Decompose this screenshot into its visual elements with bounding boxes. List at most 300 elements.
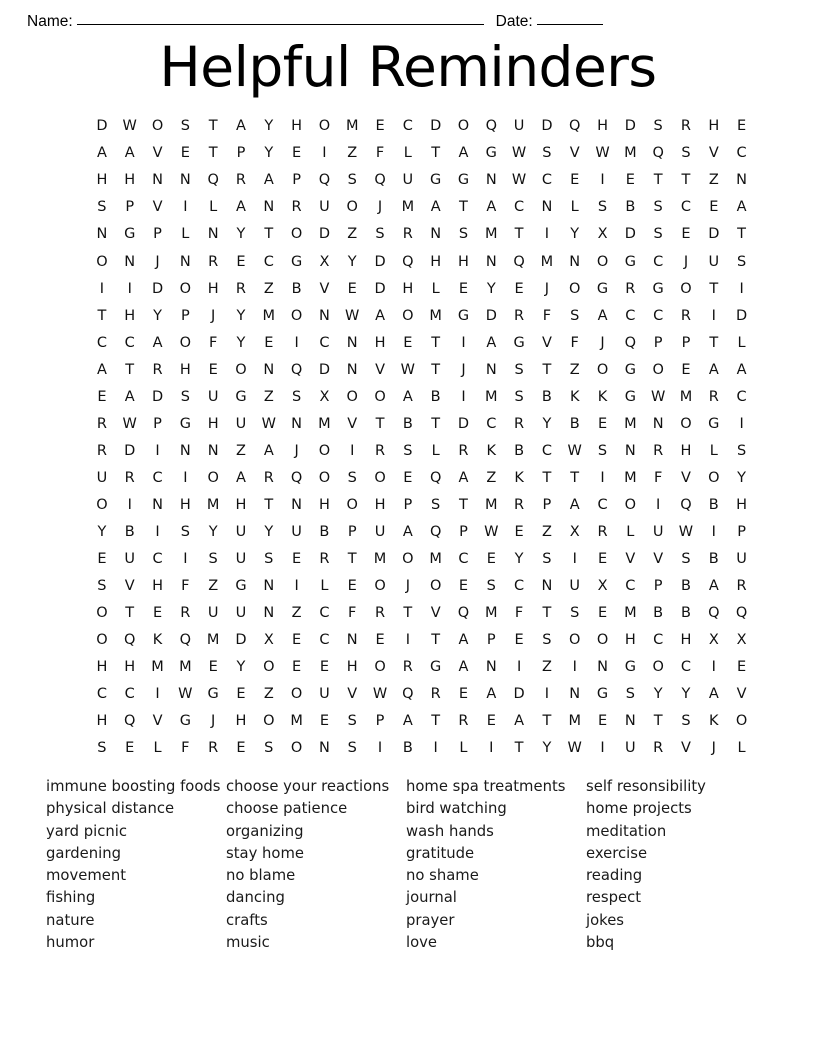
- grid-cell[interactable]: V: [430, 605, 441, 622]
- grid-cell[interactable]: J: [405, 578, 410, 595]
- grid-cell[interactable]: P: [125, 199, 135, 216]
- grid-cell[interactable]: S: [97, 578, 107, 595]
- word-list-item[interactable]: physical distance: [46, 800, 175, 818]
- grid-cell[interactable]: Q: [569, 118, 581, 135]
- grid-cell[interactable]: O: [680, 415, 692, 432]
- grid-cell[interactable]: C: [96, 686, 107, 703]
- grid-cell[interactable]: O: [290, 307, 303, 324]
- word-list-item[interactable]: no blame: [226, 867, 296, 885]
- grid-cell[interactable]: V: [681, 740, 691, 757]
- grid-cell[interactable]: S: [431, 496, 441, 513]
- grid-cell[interactable]: Y: [236, 226, 246, 243]
- grid-cell[interactable]: I: [183, 199, 188, 216]
- grid-cell[interactable]: N: [179, 442, 191, 459]
- grid-cell[interactable]: I: [600, 740, 605, 757]
- grid-cell[interactable]: D: [513, 686, 525, 703]
- grid-cell[interactable]: E: [292, 632, 302, 649]
- grid-cell[interactable]: O: [235, 361, 247, 378]
- grid-cell[interactable]: G: [652, 280, 664, 297]
- grid-cell[interactable]: P: [292, 172, 301, 189]
- grid-cell[interactable]: B: [680, 605, 691, 622]
- grid-cell[interactable]: O: [596, 632, 609, 649]
- grid-cell[interactable]: E: [486, 551, 496, 568]
- grid-cell[interactable]: R: [124, 469, 135, 486]
- grid-cell[interactable]: N: [152, 496, 163, 513]
- grid-cell[interactable]: T: [653, 172, 663, 189]
- word-list-item[interactable]: meditation: [586, 822, 667, 840]
- grid-cell[interactable]: T: [125, 605, 135, 622]
- grid-cell[interactable]: S: [542, 632, 552, 649]
- grid-cell[interactable]: R: [514, 307, 525, 324]
- grid-cell[interactable]: D: [736, 307, 748, 324]
- grid-cell[interactable]: N: [569, 253, 581, 270]
- grid-cell[interactable]: N: [597, 659, 608, 676]
- grid-cell[interactable]: O: [290, 740, 303, 757]
- grid-cell[interactable]: I: [99, 280, 105, 297]
- word-list-item[interactable]: choose patience: [226, 800, 348, 818]
- grid-cell[interactable]: B: [402, 740, 413, 757]
- grid-cell[interactable]: G: [179, 713, 191, 730]
- grid-cell[interactable]: M: [679, 388, 693, 405]
- grid-cell[interactable]: E: [625, 172, 635, 189]
- grid-cell[interactable]: W: [261, 415, 276, 432]
- grid-cell[interactable]: K: [486, 442, 497, 459]
- grid-cell[interactable]: E: [458, 578, 469, 595]
- grid-cell[interactable]: S: [681, 551, 691, 568]
- grid-cell[interactable]: E: [375, 632, 385, 649]
- grid-cell[interactable]: Y: [542, 740, 552, 757]
- grid-cell[interactable]: C: [625, 578, 636, 595]
- grid-cell[interactable]: V: [569, 145, 580, 162]
- grid-cell[interactable]: Z: [291, 605, 302, 622]
- grid-cell[interactable]: I: [656, 496, 661, 513]
- grid-cell[interactable]: J: [711, 740, 716, 757]
- grid-cell[interactable]: O: [624, 496, 637, 513]
- grid-cell[interactable]: E: [709, 199, 719, 216]
- grid-cell[interactable]: E: [737, 659, 747, 676]
- grid-cell[interactable]: P: [542, 496, 552, 513]
- grid-cell[interactable]: N: [624, 713, 636, 730]
- grid-cell[interactable]: S: [180, 388, 190, 405]
- grid-cell[interactable]: T: [709, 334, 719, 351]
- grid-cell[interactable]: N: [346, 632, 358, 649]
- grid-cell[interactable]: G: [624, 659, 636, 676]
- grid-cell[interactable]: R: [653, 740, 664, 757]
- grid-cell[interactable]: A: [569, 496, 580, 513]
- grid-cell[interactable]: O: [179, 334, 192, 351]
- grid-cell[interactable]: H: [207, 280, 219, 297]
- grid-cell[interactable]: E: [570, 172, 580, 189]
- grid-cell[interactable]: D: [541, 118, 553, 135]
- grid-cell[interactable]: Z: [541, 659, 552, 676]
- grid-cell[interactable]: T: [514, 226, 524, 243]
- grid-cell[interactable]: H: [235, 496, 247, 513]
- grid-cell[interactable]: B: [319, 523, 330, 540]
- grid-cell[interactable]: T: [514, 740, 524, 757]
- grid-cell[interactable]: U: [319, 199, 330, 216]
- grid-cell[interactable]: C: [680, 199, 692, 216]
- grid-cell[interactable]: S: [347, 713, 357, 730]
- grid-cell[interactable]: F: [542, 307, 552, 324]
- grid-cell[interactable]: E: [486, 713, 496, 730]
- grid-cell[interactable]: T: [542, 605, 552, 622]
- grid-cell[interactable]: T: [375, 415, 385, 432]
- grid-cell[interactable]: A: [236, 469, 246, 486]
- grid-cell[interactable]: I: [544, 686, 550, 703]
- grid-cell[interactable]: E: [292, 659, 302, 676]
- grid-cell[interactable]: S: [291, 388, 302, 405]
- grid-cell[interactable]: A: [708, 686, 719, 703]
- grid-cell[interactable]: M: [290, 713, 303, 730]
- grid-cell[interactable]: O: [652, 361, 664, 378]
- grid-cell[interactable]: H: [458, 253, 469, 270]
- grid-cell[interactable]: V: [708, 145, 719, 162]
- word-list-item[interactable]: nature: [46, 911, 95, 929]
- grid-cell[interactable]: B: [402, 415, 413, 432]
- grid-cell[interactable]: I: [294, 578, 299, 595]
- grid-cell[interactable]: L: [181, 226, 190, 243]
- grid-cell[interactable]: Y: [653, 686, 663, 703]
- grid-cell[interactable]: S: [347, 469, 357, 486]
- grid-cell[interactable]: X: [319, 253, 330, 270]
- grid-cell[interactable]: Q: [124, 713, 136, 730]
- grid-cell[interactable]: T: [347, 551, 357, 568]
- grid-cell[interactable]: J: [377, 199, 383, 216]
- word-list-item[interactable]: humor: [46, 934, 95, 952]
- grid-cell[interactable]: P: [403, 496, 413, 513]
- grid-cell[interactable]: Q: [680, 496, 692, 513]
- grid-cell[interactable]: M: [429, 307, 442, 324]
- grid-cell[interactable]: Q: [402, 686, 414, 703]
- grid-cell[interactable]: I: [155, 686, 160, 703]
- grid-cell[interactable]: V: [152, 713, 163, 730]
- grid-cell[interactable]: Y: [264, 118, 274, 135]
- word-list-item[interactable]: bbq: [586, 934, 615, 952]
- word-list-item[interactable]: gratitude: [406, 844, 475, 862]
- grid-cell[interactable]: E: [236, 740, 246, 757]
- grid-cell[interactable]: H: [124, 307, 136, 324]
- grid-cell[interactable]: H: [624, 632, 636, 649]
- word-list-item[interactable]: fishing: [46, 889, 96, 907]
- grid-cell[interactable]: Y: [236, 659, 246, 676]
- grid-cell[interactable]: C: [541, 172, 552, 189]
- grid-cell[interactable]: Q: [652, 145, 664, 162]
- grid-cell[interactable]: M: [540, 253, 554, 270]
- grid-cell[interactable]: T: [681, 172, 691, 189]
- grid-cell[interactable]: C: [514, 199, 525, 216]
- grid-cell[interactable]: O: [290, 686, 303, 703]
- grid-cell[interactable]: I: [739, 415, 744, 432]
- grid-cell[interactable]: E: [347, 280, 357, 297]
- grid-cell[interactable]: N: [263, 199, 275, 216]
- word-list-item[interactable]: choose your reactions: [226, 778, 390, 795]
- grid-cell[interactable]: D: [457, 415, 470, 432]
- grid-cell[interactable]: C: [124, 686, 135, 703]
- word-list-item[interactable]: music: [226, 934, 270, 952]
- grid-cell[interactable]: Q: [179, 632, 192, 649]
- grid-cell[interactable]: O: [569, 280, 581, 297]
- grid-cell[interactable]: O: [290, 226, 303, 243]
- grid-cell[interactable]: V: [319, 280, 330, 297]
- grid-cell[interactable]: I: [155, 523, 160, 540]
- grid-cell[interactable]: I: [711, 523, 716, 540]
- grid-cell[interactable]: R: [625, 280, 636, 297]
- grid-cell[interactable]: Y: [486, 280, 496, 297]
- grid-cell[interactable]: R: [96, 415, 107, 432]
- grid-cell[interactable]: V: [541, 334, 552, 351]
- grid-cell[interactable]: P: [486, 632, 496, 649]
- grid-cell[interactable]: P: [653, 578, 663, 595]
- grid-cell[interactable]: M: [568, 713, 581, 730]
- word-list-item[interactable]: yard picnic: [46, 822, 128, 840]
- grid-cell[interactable]: H: [291, 118, 303, 135]
- grid-cell[interactable]: O: [96, 253, 108, 270]
- grid-cell[interactable]: C: [597, 496, 608, 513]
- grid-cell[interactable]: N: [207, 442, 219, 459]
- grid-cell[interactable]: C: [680, 659, 692, 676]
- grid-cell[interactable]: E: [319, 713, 329, 730]
- grid-cell[interactable]: N: [263, 605, 275, 622]
- grid-cell[interactable]: Y: [97, 523, 107, 540]
- grid-cell[interactable]: U: [235, 415, 247, 432]
- grid-cell[interactable]: L: [403, 145, 412, 162]
- grid-cell[interactable]: G: [513, 334, 525, 351]
- grid-cell[interactable]: O: [429, 578, 442, 595]
- grid-cell[interactable]: L: [153, 740, 162, 757]
- grid-cell[interactable]: D: [374, 280, 386, 297]
- grid-cell[interactable]: R: [402, 659, 413, 676]
- grid-cell[interactable]: L: [626, 523, 635, 540]
- grid-cell[interactable]: Q: [513, 253, 525, 270]
- word-list-item[interactable]: gardening: [46, 844, 122, 862]
- grid-cell[interactable]: M: [485, 226, 498, 243]
- grid-cell[interactable]: E: [264, 334, 274, 351]
- grid-cell[interactable]: J: [461, 361, 466, 378]
- grid-cell[interactable]: S: [97, 740, 107, 757]
- grid-cell[interactable]: U: [96, 469, 108, 486]
- grid-cell[interactable]: N: [291, 415, 303, 432]
- grid-cell[interactable]: S: [570, 307, 580, 324]
- grid-cell[interactable]: J: [211, 713, 216, 730]
- grid-cell[interactable]: H: [680, 442, 692, 459]
- grid-cell[interactable]: U: [736, 551, 747, 568]
- grid-cell[interactable]: Q: [402, 253, 414, 270]
- grid-cell[interactable]: Q: [318, 172, 331, 189]
- grid-cell[interactable]: N: [263, 361, 275, 378]
- grid-cell[interactable]: V: [681, 469, 691, 486]
- grid-cell[interactable]: L: [737, 334, 746, 351]
- grid-cell[interactable]: R: [374, 442, 386, 459]
- grid-cell[interactable]: Z: [708, 172, 719, 189]
- grid-cell[interactable]: D: [430, 118, 442, 135]
- grid-cell[interactable]: A: [96, 361, 107, 378]
- grid-cell[interactable]: B: [625, 199, 636, 216]
- grid-cell[interactable]: E: [597, 415, 608, 432]
- grid-cell[interactable]: H: [96, 659, 108, 676]
- grid-cell[interactable]: V: [152, 145, 163, 162]
- grid-cell[interactable]: E: [292, 551, 302, 568]
- grid-cell[interactable]: E: [236, 253, 246, 270]
- grid-cell[interactable]: O: [735, 713, 748, 730]
- grid-cell[interactable]: M: [151, 659, 164, 676]
- grid-cell[interactable]: T: [431, 713, 441, 730]
- grid-cell[interactable]: D: [235, 632, 247, 649]
- grid-cell[interactable]: U: [235, 551, 247, 568]
- grid-cell[interactable]: N: [346, 361, 358, 378]
- grid-cell[interactable]: Z: [347, 145, 358, 162]
- grid-cell[interactable]: O: [374, 469, 386, 486]
- grid-cell[interactable]: W: [178, 686, 193, 703]
- grid-cell[interactable]: G: [485, 145, 497, 162]
- word-list-item[interactable]: no shame: [406, 867, 479, 885]
- grid-cell[interactable]: O: [346, 388, 358, 405]
- grid-cell[interactable]: X: [597, 226, 608, 243]
- grid-cell[interactable]: S: [681, 145, 691, 162]
- grid-cell[interactable]: A: [486, 334, 497, 351]
- grid-cell[interactable]: R: [235, 280, 246, 297]
- grid-cell[interactable]: P: [459, 523, 468, 540]
- grid-cell[interactable]: H: [402, 280, 414, 297]
- grid-cell[interactable]: D: [318, 361, 330, 378]
- grid-cell[interactable]: Y: [542, 415, 552, 432]
- grid-cell[interactable]: R: [597, 523, 608, 540]
- grid-cell[interactable]: E: [597, 551, 608, 568]
- grid-cell[interactable]: O: [151, 118, 164, 135]
- grid-cell[interactable]: M: [262, 307, 276, 324]
- grid-cell[interactable]: C: [263, 253, 274, 270]
- grid-cell[interactable]: G: [624, 361, 636, 378]
- grid-cell[interactable]: O: [346, 199, 358, 216]
- grid-cell[interactable]: O: [652, 659, 664, 676]
- grid-cell[interactable]: P: [347, 523, 357, 540]
- grid-cell[interactable]: T: [431, 334, 441, 351]
- grid-cell[interactable]: S: [180, 523, 190, 540]
- grid-cell[interactable]: O: [402, 551, 414, 568]
- grid-cell[interactable]: O: [96, 632, 108, 649]
- grid-cell[interactable]: B: [680, 578, 691, 595]
- grid-cell[interactable]: D: [318, 226, 330, 243]
- grid-cell[interactable]: G: [596, 280, 609, 297]
- grid-cell[interactable]: G: [457, 307, 470, 324]
- grid-cell[interactable]: Z: [236, 442, 246, 459]
- grid-cell[interactable]: N: [346, 334, 358, 351]
- grid-cell[interactable]: W: [484, 523, 499, 540]
- grid-cell[interactable]: A: [736, 199, 747, 216]
- grid-cell[interactable]: S: [625, 686, 635, 703]
- grid-cell[interactable]: H: [708, 118, 720, 135]
- grid-cell[interactable]: N: [430, 226, 442, 243]
- grid-cell[interactable]: G: [624, 388, 636, 405]
- grid-cell[interactable]: Z: [569, 361, 580, 378]
- grid-cell[interactable]: A: [430, 199, 441, 216]
- grid-cell[interactable]: I: [322, 145, 327, 162]
- grid-cell[interactable]: A: [375, 307, 385, 324]
- word-list-item[interactable]: bird watching: [406, 800, 507, 818]
- grid-cell[interactable]: U: [652, 523, 664, 540]
- grid-cell[interactable]: R: [291, 199, 302, 216]
- grid-cell[interactable]: W: [595, 145, 610, 162]
- grid-cell[interactable]: W: [678, 523, 694, 540]
- grid-cell[interactable]: K: [514, 469, 524, 486]
- grid-cell[interactable]: F: [375, 145, 385, 162]
- grid-cell[interactable]: I: [183, 551, 188, 568]
- grid-cell[interactable]: L: [431, 442, 440, 459]
- grid-cell[interactable]: H: [235, 713, 247, 730]
- grid-cell[interactable]: A: [708, 361, 719, 378]
- grid-cell[interactable]: T: [542, 361, 552, 378]
- grid-cell[interactable]: F: [653, 469, 663, 486]
- grid-cell[interactable]: F: [181, 740, 190, 757]
- grid-cell[interactable]: C: [653, 307, 664, 324]
- grid-cell[interactable]: L: [209, 199, 218, 216]
- grid-cell[interactable]: N: [485, 253, 497, 270]
- grid-cell[interactable]: S: [264, 740, 274, 757]
- grid-cell[interactable]: I: [600, 172, 605, 189]
- grid-cell[interactable]: Q: [429, 469, 442, 486]
- grid-cell[interactable]: M: [624, 415, 637, 432]
- grid-cell[interactable]: R: [458, 442, 469, 459]
- grid-cell[interactable]: E: [597, 605, 608, 622]
- word-list-item[interactable]: exercise: [586, 844, 648, 862]
- grid-cell[interactable]: Y: [737, 469, 747, 486]
- grid-cell[interactable]: B: [708, 496, 719, 513]
- grid-cell[interactable]: W: [372, 686, 388, 703]
- grid-cell[interactable]: O: [374, 388, 386, 405]
- grid-cell[interactable]: B: [708, 551, 719, 568]
- grid-cell[interactable]: P: [236, 145, 246, 162]
- grid-cell[interactable]: C: [736, 145, 747, 162]
- grid-cell[interactable]: B: [291, 280, 302, 297]
- grid-cell[interactable]: D: [485, 307, 497, 324]
- grid-cell[interactable]: H: [318, 496, 330, 513]
- grid-cell[interactable]: W: [511, 145, 527, 162]
- grid-cell[interactable]: Z: [208, 578, 219, 595]
- grid-cell[interactable]: T: [542, 469, 552, 486]
- grid-cell[interactable]: P: [653, 334, 663, 351]
- grid-cell[interactable]: T: [97, 307, 107, 324]
- grid-cell[interactable]: S: [458, 226, 469, 243]
- grid-cell[interactable]: A: [736, 361, 747, 378]
- grid-cell[interactable]: I: [127, 280, 132, 297]
- grid-cell[interactable]: R: [208, 253, 219, 270]
- grid-cell[interactable]: G: [207, 686, 219, 703]
- grid-cell[interactable]: E: [737, 118, 747, 135]
- grid-cell[interactable]: Y: [236, 334, 246, 351]
- grid-cell[interactable]: T: [431, 361, 441, 378]
- grid-cell[interactable]: M: [485, 388, 498, 405]
- grid-cell[interactable]: S: [403, 442, 413, 459]
- grid-cell[interactable]: Y: [570, 226, 580, 243]
- grid-cell[interactable]: L: [459, 740, 468, 757]
- grid-cell[interactable]: N: [96, 226, 108, 243]
- grid-cell[interactable]: Y: [236, 307, 246, 324]
- word-list-item[interactable]: journal: [406, 889, 457, 907]
- grid-cell[interactable]: A: [96, 145, 107, 162]
- grid-cell[interactable]: O: [402, 307, 414, 324]
- grid-cell[interactable]: W: [400, 361, 416, 378]
- grid-cell[interactable]: H: [124, 659, 136, 676]
- grid-cell[interactable]: Q: [708, 605, 720, 622]
- grid-cell[interactable]: G: [708, 415, 720, 432]
- grid-cell[interactable]: J: [155, 253, 160, 270]
- grid-cell[interactable]: L: [320, 578, 329, 595]
- grid-cell[interactable]: L: [570, 199, 579, 216]
- grid-cell[interactable]: X: [736, 632, 747, 649]
- grid-cell[interactable]: A: [402, 713, 413, 730]
- grid-cell[interactable]: T: [264, 496, 274, 513]
- grid-cell[interactable]: W: [122, 415, 137, 432]
- grid-cell[interactable]: M: [318, 415, 331, 432]
